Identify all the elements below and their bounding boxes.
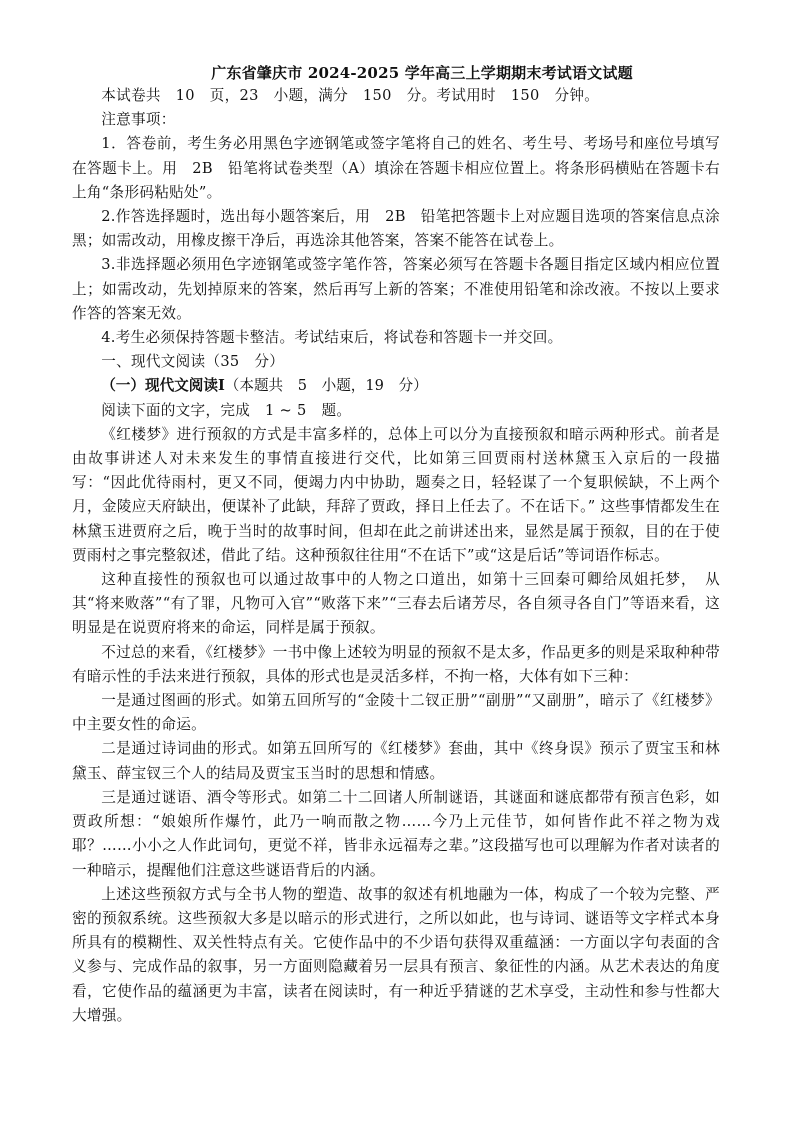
notice-item-2: 2.作答选择题时，选出每小题答案后，用 2B 铅笔把答题卡上对应题目选项的答案信息点涂黑；如需改动，用橡皮擦干净后，再选涂其他答案，答案不能答在试卷上。 bbox=[72, 208, 720, 250]
passage-paragraph-5: 二是通过诗词曲的形式。如第五回所写的《红楼梦》套曲，其中《终身误》预示了贾宝玉和林黛玉、薛宝钗三个人的结局及贾宝玉当时的思想和情感。 bbox=[72, 740, 720, 782]
notice-heading: 注意事项： bbox=[101, 111, 176, 129]
subsection-note: （本题共 5 小题，19 分） bbox=[224, 377, 428, 395]
passage-paragraph-2: 这种直接性的预叙也可以通过故事中的人物之口道出，如第十三回秦可卿给凤姐托梦， 从其“将来败落”“有了罪，凡物可入官”“败落下来”“三春去后诸芳尽，各自须寻各自门”等语来看，这明显是在说贾府将来的命运，同样是属于预叙。 bbox=[72, 571, 720, 637]
subsection-title: （一）现代文阅读Ⅰ bbox=[101, 377, 225, 395]
passage-paragraph-6: 三是通过谜语、酒令等形式。如第二十二回诸人所制谜语，其谜面和谜底都带有预言色彩，如贾政所想：“娘娘所作爆竹，此乃一响而散之物……今乃上元佳节，如何皆作此不祥之物为戏耶？……小小之人作此词句，更觉不祥，皆非永远福寿之辈。”这段描写也可以理解为作者对读者的一种暗示，提醒他们注意这些谜语背后的内涵。 bbox=[72, 788, 720, 879]
passage-paragraph-7: 上述这些预叙方式与全书人物的塑造、故事的叙述有机地融为一体，构成了一个较为完整、严密的预叙系统。这些预叙大多是以暗示的形式进行，之所以如此，也与诗词、谜语等文字样式本身所具有的模糊性、双关性特点有关。它使作品中的不少语句获得双重蕴涵：一方面以字句表面的含义参与、完成作品的叙事，另一方面则隐藏着另一层具有预言、象征性的内涵。从艺术表达的角度看，它使作品的蕴涵更为丰富，读者在阅读时，有一种近乎猜谜的艺术享受，主动性和参与性都大大增强。 bbox=[72, 885, 720, 1024]
reading-instruction: 阅读下面的文字，完成 1 ~ 5 题。 bbox=[101, 401, 352, 419]
notice-item-4: 4.考生必须保持答题卡整洁。考试结束后，将试卷和答题卡一并交回。 bbox=[101, 329, 563, 347]
passage-paragraph-4: 一是通过图画的形式。如第五回所写的“金陵十二钗正册”“副册”“又副册”，暗示了《红楼梦》中主要女性的命运。 bbox=[72, 692, 720, 734]
notice-item-1: 1．答卷前，考生务必用黑色字迹钢笔或签字笔将自己的姓名、考生号、考场号和座位号填写在答题卡上。用 2B 铅笔将试卷类型（A）填涂在答题卡相应位置上。将条形码横贴在答题卡右上角“条形码粘贴处”。 bbox=[72, 135, 720, 201]
page-title: 广东省肇庆市 2024-2025 学年高三上学期期末考试语文试题 bbox=[211, 64, 633, 82]
passage-paragraph-3: 不过总的来看，《红楼梦》一书中像上述较为明显的预叙不是太多，作品更多的则是采取种种带有暗示性的手法来进行预叙，具体的形式也是灵活多样，不拘一格，大体有如下三种： bbox=[72, 643, 720, 685]
exam-page bbox=[72, 62, 720, 1028]
passage-paragraph-1: 《红楼梦》进行预叙的方式是丰富多样的，总体上可以分为直接预叙和暗示两种形式。前者是由故事讲述人对未来发生的事情直接进行交代，比如第三回贾雨村送林黛玉入京后的一段描写：“因此优待雨村，更又不同，便竭力内中协助，题奏之日，轻轻谋了一个复职候缺，不上两个月，金陵应天府缺出，便谋补了此缺，拜辞了贾政，择日上任去了。不在话下。” 这些事情都发生在林黛玉进贾府之后，晚于当时的故事时间，但却在此之前讲述出来，显然是属于预叙，目的在于使贾雨村之事完整叙述，借此了结。这种预叙往往用“不在话下”或“这是后话”等词语作标志。 bbox=[72, 425, 720, 564]
subsection-heading bbox=[72, 374, 720, 398]
exam-intro: 本试卷共 10 页，23 小题，满分 150 分。考试用时 150 分钟。 bbox=[101, 87, 600, 104]
section-heading: 一、现代文阅读（35 分） bbox=[101, 353, 285, 371]
notice-item-3: 3.非选择题必须用色字迹钢笔或签字笔作答，答案必须写在答题卡各题目指定区域内相应位置上；如需改动，先划掉原来的答案，然后再写上新的答案；不准使用铅笔和涂改液。不按以上要求作答的答案无效。 bbox=[72, 256, 720, 322]
